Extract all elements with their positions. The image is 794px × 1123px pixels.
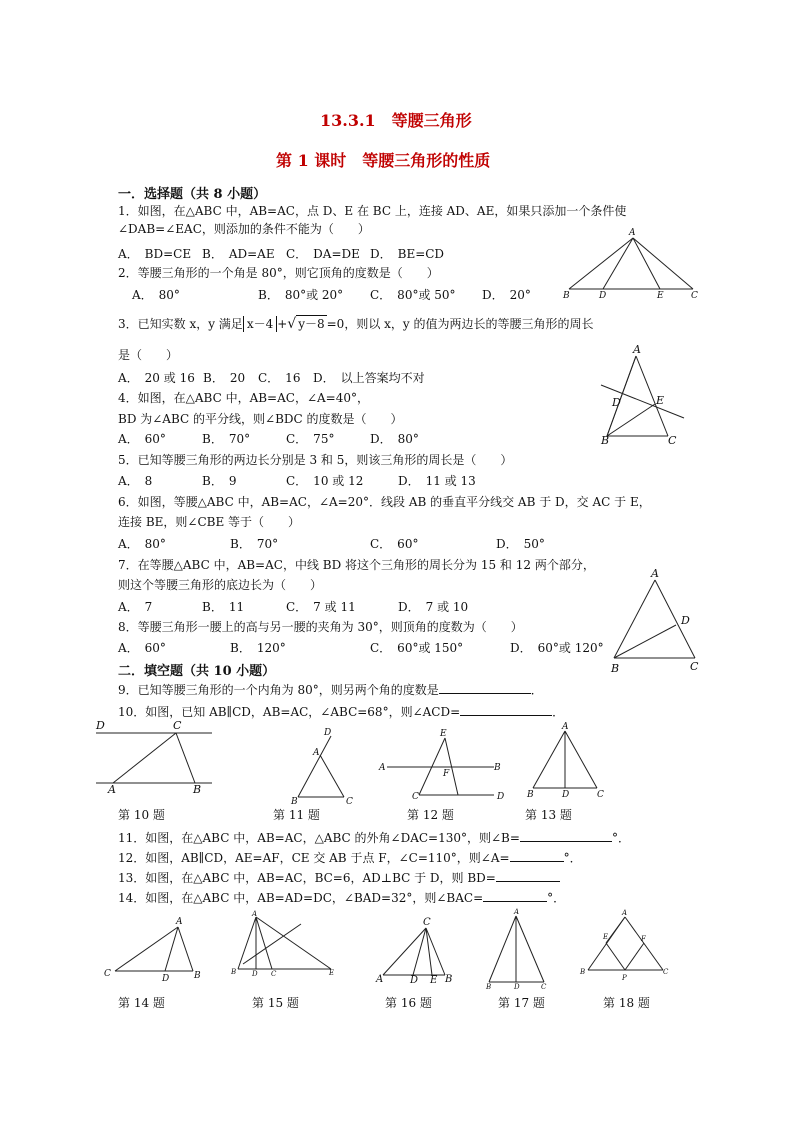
- question-7-options: [118, 599, 468, 615]
- fig17-label-c: C: [541, 983, 547, 991]
- question-2: 2．等腰三角形的一个角是 80°，则它顶角的度数是（ ）: [118, 266, 439, 280]
- fig12-label-e: E: [440, 729, 447, 739]
- option-c: C． 60°或 150°: [370, 641, 464, 655]
- period: ．: [530, 683, 543, 697]
- question-4-options: [118, 431, 419, 447]
- fig14-label-d: D: [162, 974, 170, 984]
- option-b: B． 80°或 20°: [258, 288, 344, 302]
- fig7-label-b: B: [611, 662, 620, 675]
- caption-figure-14: 第 14 题: [118, 996, 165, 1010]
- fig11-label-a: A: [313, 748, 320, 758]
- fig4-label-e: E: [656, 394, 665, 407]
- question-10: [118, 703, 564, 720]
- caption-figure-13: 第 13 题: [525, 808, 572, 822]
- question-4-line-1: 4．如图，在△ABC 中，AB=AC，∠A=40°，: [118, 391, 369, 405]
- option-d: D． 50°: [496, 537, 545, 551]
- option-d: D． 7 或 10: [398, 600, 469, 614]
- figure-q4-triangle: [607, 356, 668, 436]
- option-c: C． DA=DE: [286, 247, 360, 261]
- fig15-label-e: E: [329, 969, 335, 977]
- option-c: C． 10 或 12: [286, 474, 364, 488]
- caption-figure-18: 第 18 题: [603, 996, 650, 1010]
- q3-text-pre: 3．已知实数 x，y 满足: [118, 317, 243, 331]
- fig17-label-a: A: [514, 908, 520, 916]
- answer-blank[interactable]: [483, 889, 547, 902]
- option-d: D． 60°或 120°: [510, 641, 604, 655]
- fig1-label-a: A: [629, 228, 636, 238]
- fig4-label-d: D: [612, 396, 621, 409]
- section-heading-fill: 二．填空题（共 10 小题）: [118, 664, 276, 679]
- option-a: A． 60°: [118, 432, 166, 446]
- fig13-label-d: D: [562, 790, 570, 800]
- page-title: 13.3.1 等腰三角形: [320, 111, 472, 130]
- question-1-options: [118, 246, 444, 262]
- option-c: C． 7 或 11: [286, 600, 356, 614]
- answer-blank[interactable]: [520, 829, 612, 842]
- caption-figure-15: 第 15 题: [252, 996, 299, 1010]
- fig13-label-a: A: [562, 722, 569, 732]
- fig15-label-d: D: [252, 970, 258, 978]
- fig17-label-d: D: [514, 983, 520, 991]
- option-b: B． 70°: [230, 537, 279, 551]
- fig7-label-c: C: [690, 660, 699, 673]
- question-8-options: [118, 640, 604, 656]
- option-a: A． 60°: [118, 641, 166, 655]
- fig14-label-a: A: [176, 917, 183, 927]
- fig4-label-a: A: [633, 343, 641, 356]
- q10-text: 10．如图，已知 AB∥CD，AB=AC，∠ABC=68°，则∠ACD=: [118, 705, 461, 719]
- fig1-label-d: D: [599, 291, 607, 301]
- question-6-line-1: 6．如图，等腰△ABC 中，AB=AC，∠A=20°．线段 AB 的垂直平分线交 AB 于 D，交 AC 于 E，: [118, 495, 651, 509]
- fig18-label-b: B: [580, 968, 586, 976]
- fig13-label-b: B: [527, 790, 534, 800]
- degree-period: °．: [547, 891, 566, 905]
- figure-12: [387, 738, 494, 795]
- question-7-line-2: 则这个等腰三角形的底边长为（ ）: [118, 578, 323, 592]
- question-3-line-1: 3．已知实数 x，y 满足 x－4 +√ y－8 =0，则以 x，y 的值为两边长的等腰三角形的周长: [118, 316, 594, 332]
- option-b: B． 70°: [202, 432, 251, 446]
- fig7-label-d: D: [681, 614, 690, 627]
- fig15-label-c: C: [271, 970, 277, 978]
- fig18-label-p: P: [622, 974, 627, 982]
- answer-blank[interactable]: [510, 849, 564, 862]
- figure-15: [238, 917, 331, 969]
- caption-figure-12: 第 12 题: [407, 808, 454, 822]
- figure-16: [383, 928, 445, 975]
- question-9: [118, 681, 543, 698]
- figure-14: [115, 927, 193, 971]
- option-c: C． 75°: [286, 432, 335, 446]
- question-8: 8．等腰三角形一腰上的高与另一腰的夹角为 30°，则顶角的度数为（ ）: [118, 620, 523, 634]
- fig1-label-c: C: [691, 291, 698, 301]
- section-heading-choice: 一．选择题（共 8 小题）: [118, 187, 267, 202]
- option-d: D． 以上答案均不对: [313, 371, 425, 385]
- figure-11: [298, 736, 344, 797]
- option-b: B． AD=AE: [202, 247, 275, 261]
- fig16-label-d: D: [410, 975, 419, 986]
- fig15-label-a: A: [252, 910, 258, 918]
- option-a: A． BD=CE: [118, 247, 192, 261]
- q12-text: 12．如图，AB∥CD，AE=AF，CE 交 AB 于点 F，∠C=110°，则∠A=: [118, 851, 510, 865]
- page-subtitle: 第 1 课时 等腰三角形的性质: [276, 151, 491, 170]
- option-a: A． 7: [118, 600, 153, 614]
- option-b: B． 120°: [230, 641, 286, 655]
- fig16-label-a: A: [376, 974, 384, 985]
- q3-square-root: y－8: [298, 317, 325, 331]
- option-a: A． 20 或 16: [118, 371, 195, 385]
- fig12-label-a: A: [379, 763, 386, 773]
- question-11: [118, 829, 630, 846]
- question-3-options: [118, 370, 425, 386]
- figure-17: [489, 916, 544, 982]
- question-14: [118, 889, 565, 906]
- fig14-label-c: C: [104, 969, 111, 979]
- q3-plus: +: [277, 317, 288, 331]
- fig18-label-e: E: [603, 933, 609, 941]
- question-6-line-2: 连接 BE，则∠CBE 等于（ ）: [118, 515, 301, 529]
- fig16-label-c: C: [423, 917, 431, 928]
- figure-13: [533, 731, 597, 788]
- option-d: D． 20°: [482, 288, 531, 302]
- answer-blank[interactable]: [496, 869, 560, 882]
- answer-blank[interactable]: [439, 681, 531, 694]
- fig14-label-b: B: [194, 971, 201, 981]
- fig18-label-a: A: [622, 909, 628, 917]
- question-5-options: [118, 473, 476, 489]
- caption-figure-11: 第 11 题: [273, 808, 320, 822]
- degree-period: °．: [563, 851, 582, 865]
- fig4-label-c: C: [668, 434, 677, 447]
- q14-text: 14．如图，在△ABC 中，AB=AD=DC，∠BAD=32°，则∠BAC=: [118, 891, 484, 905]
- answer-blank[interactable]: [460, 703, 552, 716]
- q3-text-post: =0，则以 x，y 的值为两边长的等腰三角形的周长: [326, 317, 594, 331]
- degree-period: °．: [611, 831, 630, 845]
- option-a: A． 80°: [132, 288, 180, 302]
- question-13: [118, 869, 560, 886]
- option-d: D． 80°: [370, 432, 419, 446]
- question-4-line-2: BD 为∠ABC 的平分线，则∠BDC 的度数是（ ）: [118, 412, 403, 426]
- figure-10: [96, 733, 212, 783]
- fig10-label-b: B: [193, 783, 202, 796]
- fig10-label-a: A: [108, 783, 116, 796]
- fig11-label-b: B: [291, 797, 298, 807]
- question-12: [118, 849, 582, 866]
- fig12-label-d: D: [497, 792, 505, 802]
- fig11-label-c: C: [346, 797, 353, 807]
- option-b: B． 9: [202, 474, 237, 488]
- option-a: A． 8: [118, 474, 153, 488]
- option-c: C． 16: [258, 371, 301, 385]
- option-d: D． BE=CD: [370, 247, 445, 261]
- fig17-label-b: B: [486, 983, 492, 991]
- fig13-label-c: C: [597, 790, 604, 800]
- question-6-options: [118, 536, 545, 552]
- caption-figure-10: 第 10 题: [118, 808, 165, 822]
- option-b: B． 11: [202, 600, 245, 614]
- fig15-label-b: B: [231, 968, 237, 976]
- option-c: C． 60°: [370, 537, 419, 551]
- fig11-label-d: D: [324, 728, 332, 738]
- fig18-label-f: F: [641, 935, 646, 943]
- question-2-options: [132, 287, 531, 303]
- fig18-label-c: C: [663, 968, 669, 976]
- fig10-label-d: D: [96, 719, 105, 732]
- fig12-label-f: F: [443, 769, 450, 779]
- q13-text: 13．如图，在△ABC 中，AB=AC，BC=6，AD⊥BC 于 D，则 BD=: [118, 871, 496, 885]
- q11-text: 11．如图，在△ABC 中，AB=AC，△ABC 的外角∠DAC=130°，则∠B=: [118, 831, 520, 845]
- fig16-label-e: E: [430, 975, 438, 986]
- fig1-label-e: E: [657, 291, 664, 301]
- fig10-label-c: C: [173, 719, 182, 732]
- figure-q1-triangle: [569, 238, 693, 289]
- option-a: A． 80°: [118, 537, 166, 551]
- caption-figure-17: 第 17 题: [498, 996, 545, 1010]
- fig4-label-b: B: [601, 434, 610, 447]
- figure-q6-triangle: [601, 356, 684, 436]
- option-b: B． 20: [203, 371, 246, 385]
- fig7-label-a: A: [651, 567, 659, 580]
- question-5: 5．已知等腰三角形的两边长分别是 3 和 5，则该三角形的周长是（ ）: [118, 453, 513, 467]
- option-c: C． 80°或 50°: [370, 288, 456, 302]
- question-7-line-1: 7．在等腰△ABC 中，AB=AC，中线 BD 将这个三角形的周长分为 15 和 12 两个部分，: [118, 558, 595, 572]
- figure-18: [588, 917, 663, 970]
- figure-q7-triangle: [614, 580, 695, 658]
- caption-figure-16: 第 16 题: [385, 996, 432, 1010]
- option-d: D． 11 或 13: [398, 474, 476, 488]
- fig1-label-b: B: [563, 291, 570, 301]
- question-3-line-2: 是（ ）: [118, 348, 179, 362]
- fig16-label-b: B: [445, 974, 453, 985]
- question-1-line-2: ∠DAB=∠EAC，则添加的条件不能为（ ）: [118, 222, 370, 236]
- question-1-line-1: 1．如图，在△ABC 中，AB=AC，点 D、E 在 BC 上，连接 AD、AE，如果只添加一个条件使: [118, 204, 627, 218]
- q9-text: 9．已知等腰三角形的一个内角为 80°，则另两个角的度数是: [118, 683, 439, 697]
- q3-absolute-value: x－4: [243, 316, 277, 332]
- fig12-label-b: B: [494, 763, 501, 773]
- fig12-label-c: C: [412, 792, 419, 802]
- period: ．: [552, 705, 565, 719]
